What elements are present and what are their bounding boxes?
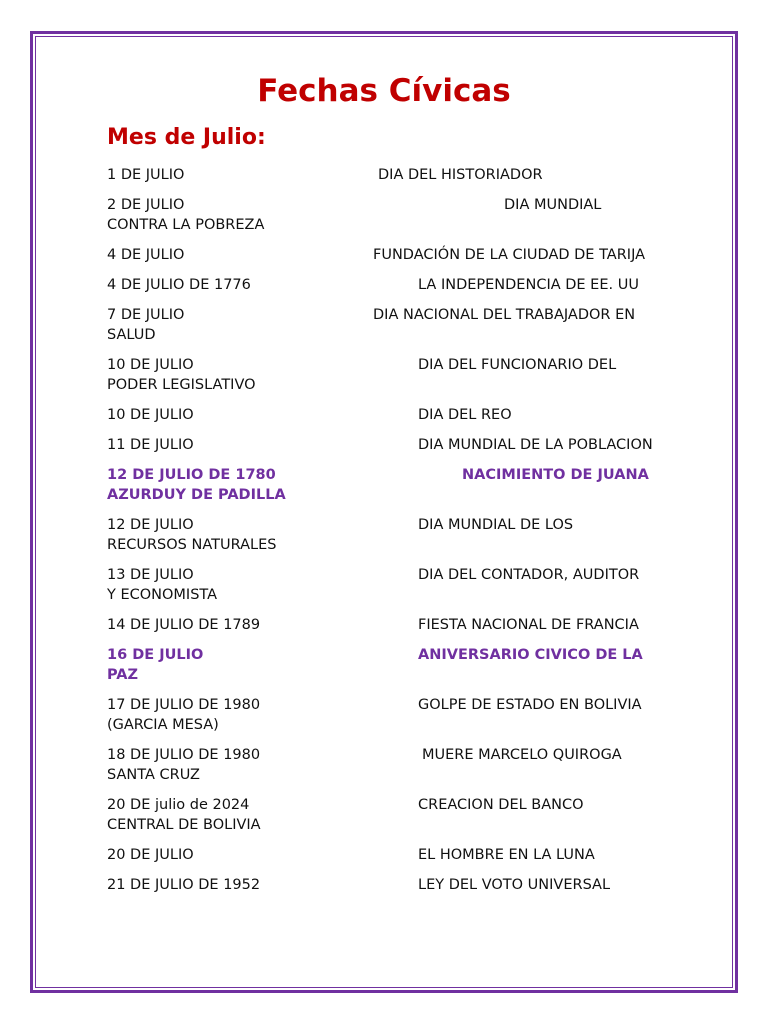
entry-event: DIA NACIONAL DEL TRABAJADOR EN [373,307,636,323]
entry-continuation: RECURSOS NATURALES [107,537,277,553]
list-item [107,795,687,835]
entry-continuation: AZURDUY DE PADILLA [107,487,286,503]
entry-event: DIA MUNDIAL DE LA POBLACION [418,437,653,453]
entry-date: 10 DE JULIO [107,407,194,423]
entry-date: 7 DE JULIO [107,307,185,323]
entry-event: FIESTA NACIONAL DE FRANCIA [418,617,639,633]
entry-date: 2 DE JULIO [107,197,185,213]
list-item-highlight [107,465,687,505]
entry-date: 12 DE JULIO DE 1780 [107,467,276,483]
list-item [107,355,687,395]
list-item [107,195,687,235]
entry-event: DIA DEL HISTORIADOR [378,167,543,183]
entry-event: ANIVERSARIO CIVICO DE LA [418,647,643,663]
list-item [107,565,687,605]
list-item [107,245,687,265]
entry-event: DIA DEL REO [418,407,512,423]
entry-event: LEY DEL VOTO UNIVERSAL [418,877,611,893]
entry-date: 20 DE julio de 2024 [107,797,250,813]
entry-event: DIA MUNDIAL [504,197,602,213]
entry-date: 20 DE JULIO [107,847,194,863]
entry-date: 17 DE JULIO DE 1980 [107,697,261,713]
entry-date: 4 DE JULIO DE 1776 [107,277,251,293]
list-item [107,165,687,185]
entry-continuation: PODER LEGISLATIVO [107,377,256,393]
list-item [107,845,687,865]
page-title: Fechas Cívicas [257,73,511,109]
list-item [107,405,687,425]
entry-date: 13 DE JULIO [107,567,194,583]
entry-event: DIA DEL FUNCIONARIO DEL [418,357,617,373]
list-item [107,615,687,635]
entry-date: 1 DE JULIO [107,167,185,183]
entry-continuation: Y ECONOMISTA [107,587,218,603]
entry-continuation: CONTRA LA POBREZA [107,217,265,233]
entry-date: 21 DE JULIO DE 1952 [107,877,261,893]
list-item [107,435,687,455]
entry-event: CREACION DEL BANCO [418,797,584,813]
list-item [107,745,687,785]
entry-date: 12 DE JULIO [107,517,194,533]
list-item [107,695,687,735]
entry-date: 18 DE JULIO DE 1980 [107,747,261,763]
entry-date: 11 DE JULIO [107,437,194,453]
entry-continuation: PAZ [107,667,139,683]
entry-date: 16 DE JULIO [107,647,204,663]
entry-date: 14 DE JULIO DE 1789 [107,617,261,633]
entry-event: DIA DEL CONTADOR, AUDITOR [418,567,640,583]
entry-continuation: SALUD [107,327,156,343]
list-item-highlight [107,645,687,685]
entry-continuation: SANTA CRUZ [107,767,200,783]
list-item [107,515,687,555]
entry-continuation: (GARCIA MESA) [107,717,219,733]
entry-event: NACIMIENTO DE JUANA [462,467,649,483]
entry-event: DIA MUNDIAL DE LOS [418,517,574,533]
list-item [107,305,687,345]
list-item [107,875,687,895]
entry-event: GOLPE DE ESTADO EN BOLIVIA [418,697,642,713]
entry-event: MUERE MARCELO QUIROGA [422,747,622,763]
entry-date: 4 DE JULIO [107,247,185,263]
entry-event: FUNDACIÓN DE LA CIUDAD DE TARIJA [373,247,646,263]
entry-event: LA INDEPENDENCIA DE EE. UU [418,277,639,293]
entry-continuation: CENTRAL DE BOLIVIA [107,817,261,833]
dates-list [107,165,687,905]
entry-event: EL HOMBRE EN LA LUNA [418,847,595,863]
entry-date: 10 DE JULIO [107,357,194,373]
month-heading: Mes de Julio: [107,125,266,150]
list-item [107,275,687,295]
